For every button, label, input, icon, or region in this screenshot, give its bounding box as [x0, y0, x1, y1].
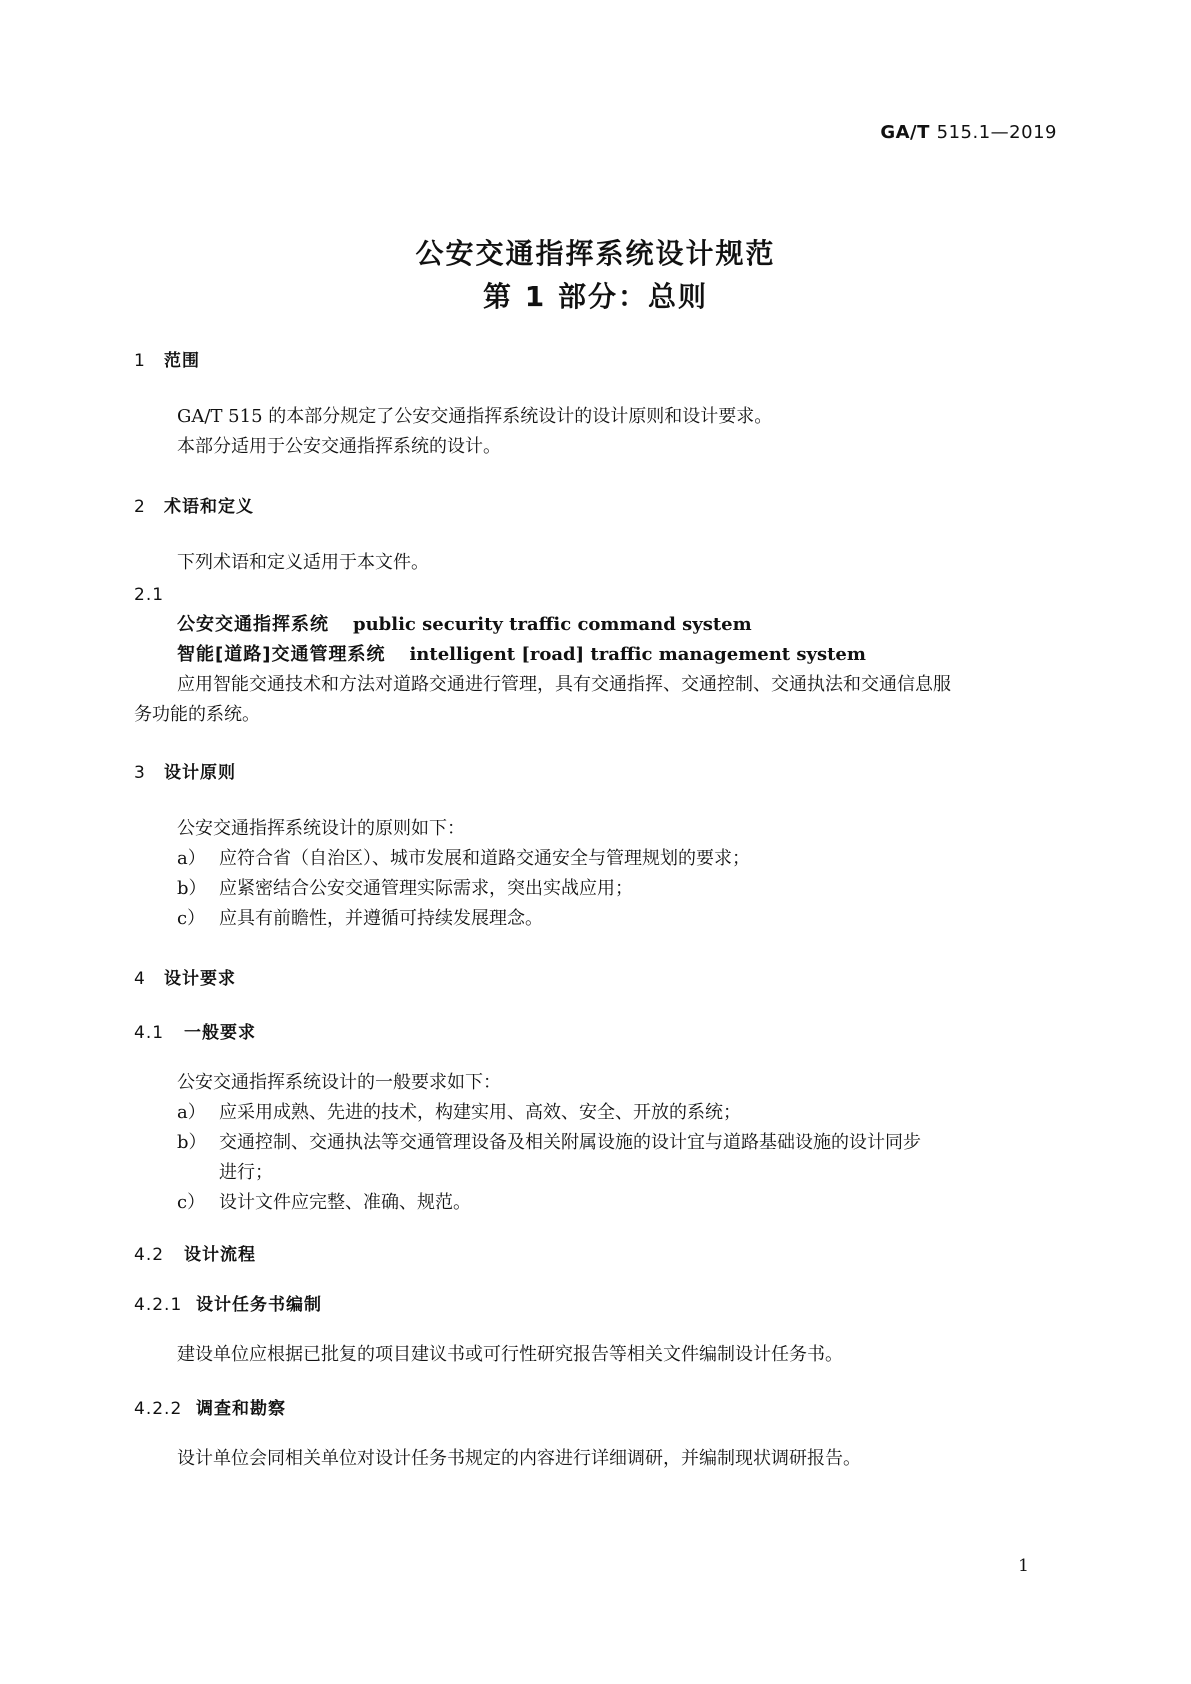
list-item [177, 874, 1103, 904]
list-item-continuation: 进行； [219, 1162, 273, 1183]
section-1-heading [134, 346, 1060, 376]
section-2-heading [134, 492, 1060, 522]
list-item-label: b） [177, 878, 207, 899]
section-title: 设计原则 [164, 763, 236, 783]
list-item [177, 1098, 1103, 1128]
subsection-number: 4.1 [134, 1023, 165, 1043]
term-english: intelligent [road] traffic management system [409, 644, 866, 665]
document-title: 公安交通指挥系统设计规范 [415, 237, 776, 270]
list-item-text: 应符合省（自治区）、城市发展和道路交通安全与管理规划的要求； [219, 848, 750, 869]
section-title: 范围 [164, 351, 200, 371]
subsection-title: 一般要求 [184, 1023, 256, 1043]
section-title: 术语和定义 [164, 497, 254, 517]
section-4-heading [134, 964, 1060, 994]
list-item-text: 设计文件应完整、准确、规范。 [219, 1192, 471, 1213]
subsection-title: 调查和勘察 [196, 1399, 286, 1419]
section-number: 4 [134, 969, 146, 989]
subsection-number: 4.2.2 [134, 1399, 183, 1419]
term-english: public security traffic command system [353, 614, 752, 635]
subsection-title: 设计任务书编制 [196, 1295, 322, 1315]
list-item-label: c） [177, 908, 206, 929]
paragraph: GA/T 515 的本部分规定了公安交通指挥系统设计的设计原则和设计要求。 [177, 406, 773, 427]
subsection-4-2-2-heading [134, 1394, 1060, 1424]
list-item [177, 844, 1103, 874]
list-item [177, 1128, 1103, 1158]
subsection-4-2-heading [134, 1240, 1060, 1270]
list-item-text: 交通控制、交通执法等交通管理设备及相关附属设施的设计宜与道路基础设施的设计同步 [219, 1132, 921, 1153]
list-item-text: 应具有前瞻性，并遵循可持续发展理念。 [219, 908, 543, 929]
paragraph: 下列术语和定义适用于本文件。 [177, 552, 429, 573]
list-item-text: 应紧密结合公安交通管理实际需求，突出实战应用； [219, 878, 633, 899]
term-definition: 应用智能交通技术和方法对道路交通进行管理，具有交通指挥、交通控制、交通执法和交通信息服 [177, 674, 951, 695]
subsection-number: 4.2 [134, 1245, 165, 1265]
section-number: 2 [134, 497, 146, 517]
document-subtitle: 第 1 部分：总则 [483, 280, 708, 313]
section-number: 1 [134, 351, 146, 371]
paragraph: 公安交通指挥系统设计的原则如下： [177, 818, 465, 839]
list-item [177, 1188, 1103, 1218]
standard-code-number: 515.1—2019 [936, 122, 1057, 143]
paragraph: 本部分适用于公安交通指挥系统的设计。 [177, 436, 501, 457]
standard-code-prefix: GA/T [880, 122, 930, 143]
page-number: 1 [1018, 1556, 1029, 1576]
paragraph: 设计单位会同相关单位对设计任务书规定的内容进行详细调研，并编制现状调研报告。 [177, 1448, 861, 1469]
subsection-2-1-number [134, 580, 1060, 610]
subsection-title: 设计流程 [184, 1245, 256, 1265]
list-item-label: c） [177, 1192, 206, 1213]
paragraph: 公安交通指挥系统设计的一般要求如下： [177, 1072, 501, 1093]
section-number: 3 [134, 763, 146, 783]
list-item-text: 应采用成熟、先进的技术，构建实用、高效、安全、开放的系统； [219, 1102, 741, 1123]
list-item-label: b） [177, 1132, 207, 1153]
list-item-label: a） [177, 1102, 206, 1123]
section-title: 设计要求 [164, 969, 236, 989]
term-synonym-entry [177, 640, 1103, 670]
list-item [177, 904, 1103, 934]
subsection-4-1-heading [134, 1018, 1060, 1048]
term-entry [177, 610, 1103, 640]
standard-code [880, 122, 1057, 143]
subsection-4-2-1-heading [134, 1290, 1060, 1320]
subsection-number: 2.1 [134, 585, 165, 605]
section-3-heading [134, 758, 1060, 788]
paragraph: 建设单位应根据已批复的项目建议书或可行性研究报告等相关文件编制设计任务书。 [177, 1344, 843, 1365]
term-chinese: 公安交通指挥系统 [177, 614, 329, 635]
subsection-number: 4.2.1 [134, 1295, 183, 1315]
term-definition-continued: 务功能的系统。 [134, 704, 260, 725]
list-item-label: a） [177, 848, 206, 869]
term-chinese: 智能[道路]交通管理系统 [177, 644, 386, 665]
